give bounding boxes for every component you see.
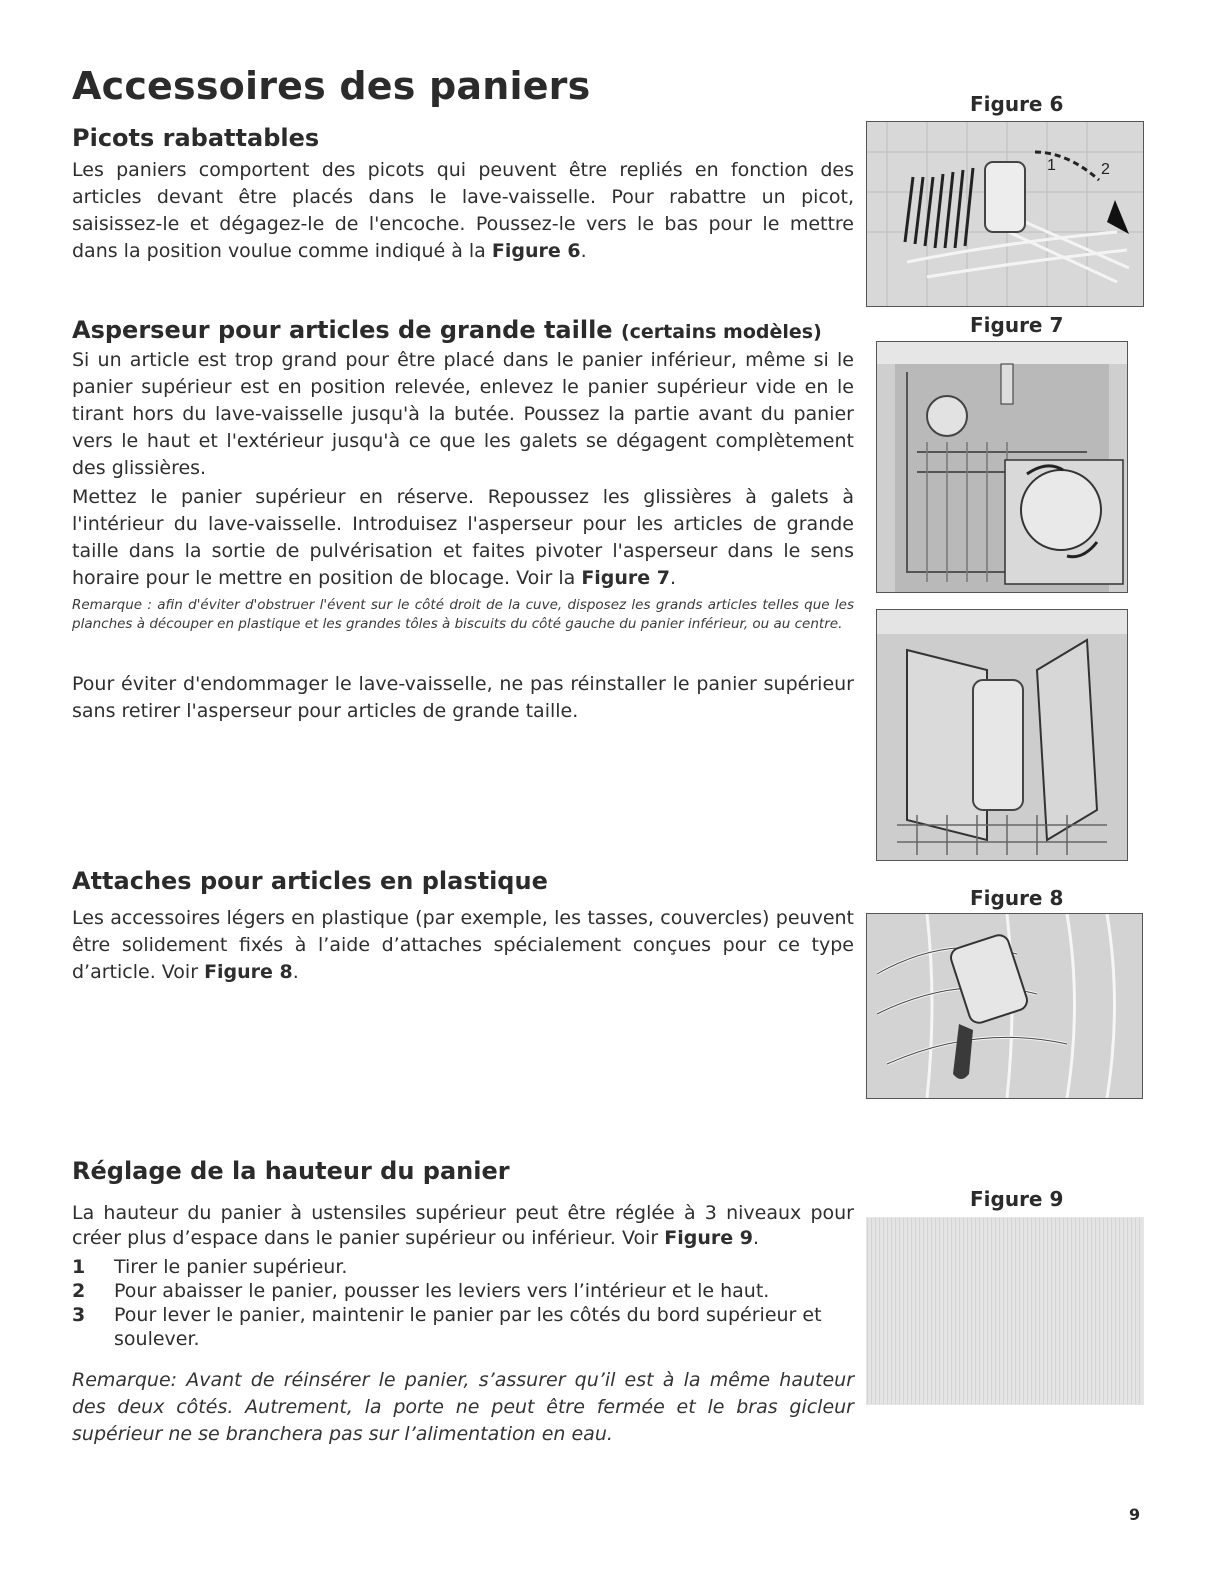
figure-7-caption: Figure 7: [970, 313, 1064, 337]
figure-7-illustration: [877, 342, 1127, 592]
figure-8-caption: Figure 8: [970, 886, 1064, 910]
attaches-body-text: Les accessoires légers en plastique (par exemple, les tasses, couvercles) peuvent être solidement fixés à l’aide d’attaches spécialement conçues pour ce type d’article. Voir: [72, 907, 854, 983]
attaches-body-end: .: [292, 961, 299, 983]
section-heading-attaches: Attaches pour articles en plastique: [72, 867, 548, 895]
figure-8-illustration: [867, 914, 1142, 1098]
figure-9-image: [866, 1217, 1144, 1405]
figure-6-label-2: 2: [1101, 161, 1110, 178]
step-text: Pour lever le panier, maintenir le panier par les côtés du bord supérieur et soulever.: [114, 1304, 822, 1350]
step-number: 2: [72, 1280, 86, 1302]
asperseur-heading-main: Asperseur pour articles de grande taille: [72, 316, 613, 344]
figure-6-label-1: 1: [1047, 157, 1056, 174]
figure-7b-illustration: [877, 610, 1127, 860]
asperseur-para-2-end: .: [670, 567, 677, 589]
picots-body-end: .: [580, 240, 587, 262]
section-heading-picots: Picots rabattables: [72, 124, 320, 152]
figure-9-caption: Figure 9: [970, 1187, 1064, 1211]
asperseur-note: Remarque : afin d'éviter d'obstruer l'évent sur le côté droit de la cuve, disposez les grands articles telles que les planches à découper en plastique et les grandes tôles à biscuits du côté gauche du panier inférieur, ou au centre.: [72, 597, 854, 632]
reglage-intro-text: La hauteur du panier à ustensiles supérieur peut être réglée à 3 niveaux pour créer plus d’espace dans le panier supérieur ou inférieur. Voir: [72, 1202, 854, 1249]
figure-7-image: [876, 341, 1128, 593]
figure-6-reference: Figure 6: [491, 240, 581, 262]
figure-8-image: [866, 913, 1143, 1099]
section-heading-reglage: Réglage de la hauteur du panier: [72, 1157, 510, 1185]
figure-6-caption: Figure 6: [970, 92, 1064, 116]
step-item: [72, 1303, 854, 1351]
asperseur-para-1: Si un article est trop grand pour être placé dans le panier inférieur, même si le panier supérieur est en position relevée, enlevez le panier supérieur vide en le tirant hors du lave-vaisselle jusqu'à la butée. Poussez la partie avant du panier vers le haut et l'extérieur jusqu'à ce que les galets se dégagent complètement des glissières.: [72, 349, 854, 479]
page-number: 9: [1129, 1505, 1141, 1524]
figure-7-reference: Figure 7: [581, 567, 671, 589]
asperseur-heading-sub: (certains modèles): [620, 321, 822, 343]
asperseur-para-3: Pour éviter d'endommager le lave-vaisselle, ne pas réinstaller le panier supérieur sans retirer l'asperseur pour articles de grande taille.: [72, 673, 854, 722]
step-item: [72, 1255, 854, 1279]
step-text: Pour abaisser le panier, pousser les leviers vers l’intérieur et le haut.: [114, 1280, 770, 1302]
reglage-note: Remarque: Avant de réinsérer le panier, s’assurer qu’il est à la même hauteur des deux côtés. Autrement, la porte ne peut être fermée et le bras gicleur supérieur ne se branchera pas sur l’alimentation en eau.: [72, 1369, 854, 1445]
asperseur-para-2-text: Mettez le panier supérieur en réserve. Repoussez les glissières à galets à l'intérieur du lave-vaisselle. Introduisez l'asperseur pour les articles de grande taille dans la sortie de pulvérisation et faites pivoter l'asperseur dans le sens horaire pour le mettre en position de blocage. Voir la: [72, 486, 854, 589]
picots-body: [72, 157, 854, 265]
figure-9-illustration: [867, 1218, 1143, 1404]
step-text: Tirer le panier supérieur.: [114, 1256, 348, 1278]
asperseur-para-2: [72, 484, 854, 592]
picots-body-text: Les paniers comportent des picots qui peuvent être repliés en fonction des articles devant être placés dans le lave-vaisselle. Pour rabattre un picot, saisissez-le et dégagez-le de l'encoche. Poussez-le vers le bas pour le mettre dans la position voulue comme indiqué à la: [72, 159, 854, 262]
step-number: 3: [72, 1304, 86, 1326]
figure-7b-image: [876, 609, 1128, 861]
figure-6-illustration: [867, 122, 1143, 306]
reglage-intro-end: .: [752, 1227, 759, 1249]
page-title: Accessoires des paniers: [72, 64, 591, 108]
figure-8-reference: Figure 8: [204, 961, 293, 983]
section-heading-asperseur: [72, 316, 822, 344]
figure-9-reference: Figure 9: [664, 1227, 753, 1249]
attaches-body: [72, 905, 854, 986]
figure-6-image: [866, 121, 1144, 307]
step-number: 1: [72, 1256, 86, 1278]
reglage-steps: [72, 1255, 854, 1351]
step-item: [72, 1279, 854, 1303]
reglage-intro: [72, 1201, 854, 1251]
